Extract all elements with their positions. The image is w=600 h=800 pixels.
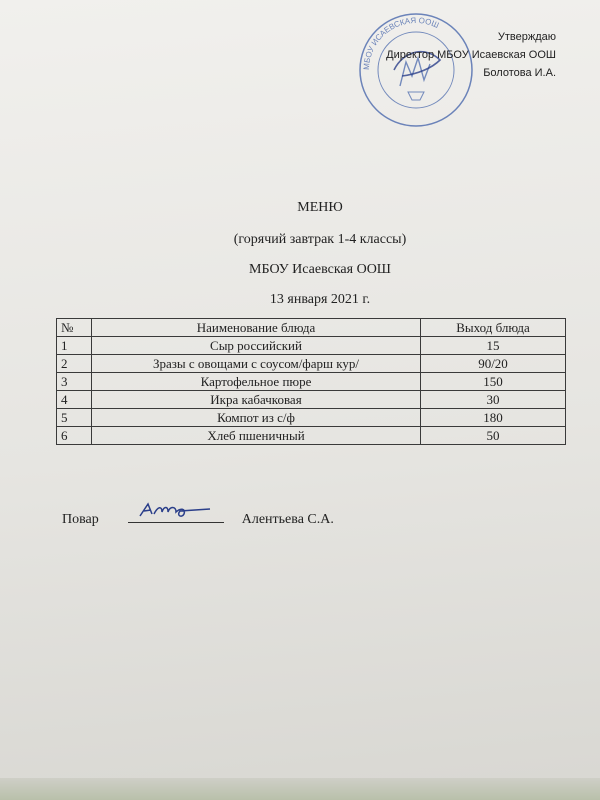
table-row [57,409,566,427]
menu-subtitle: (горячий завтрак 1-4 классы) [233,232,407,247]
row-number: 6 [57,427,92,445]
school-name: МБОУ Исаевская ООШ [249,262,391,277]
column-header-dish: Наименование блюда [92,319,421,337]
dish-name: Компот из с/ф [92,409,421,427]
menu-title: МЕНЮ [297,200,343,215]
handwritten-signature [136,498,216,522]
approval-block [386,28,556,82]
approval-name: Болотова И.А. [483,67,556,79]
table-row [57,337,566,355]
dish-name: Икра кабачковая [92,391,421,409]
dish-output: 30 [421,391,566,409]
dish-output: 150 [421,373,566,391]
cook-signature-line [62,508,334,528]
column-header-number: № [57,319,92,337]
approval-position: Директор МБОУ Исаевская ООШ [386,49,556,61]
dish-output: 50 [421,427,566,445]
table-row [57,355,566,373]
table-row [57,373,566,391]
menu-date: 13 января 2021 г. [269,292,371,307]
approval-title: Утверждаю [497,31,556,43]
dish-output: 15 [421,337,566,355]
dish-output: 90/20 [421,355,566,373]
column-header-output: Выход блюда [421,319,566,337]
row-number: 4 [57,391,92,409]
table-header-row [57,319,566,337]
dish-output: 180 [421,409,566,427]
dish-name: Зразы с овощами с соусом/фарш кур/ [92,355,421,373]
dish-name: Картофельное пюре [92,373,421,391]
background-surface [0,778,600,800]
signature-field [128,508,224,523]
row-number: 1 [57,337,92,355]
row-number: 2 [57,355,92,373]
stamp-text: МБОУ ИСАЕВСКАЯ ООШ [361,15,441,71]
cook-role: Повар [62,512,99,527]
dish-name: Сыр российский [92,337,421,355]
dish-name: Хлеб пшеничный [92,427,421,445]
table-row [57,427,566,445]
row-number: 3 [57,373,92,391]
row-number: 5 [57,409,92,427]
table-row [57,391,566,409]
cook-name: Алентьева С.А. [241,512,334,527]
menu-table [56,318,566,445]
